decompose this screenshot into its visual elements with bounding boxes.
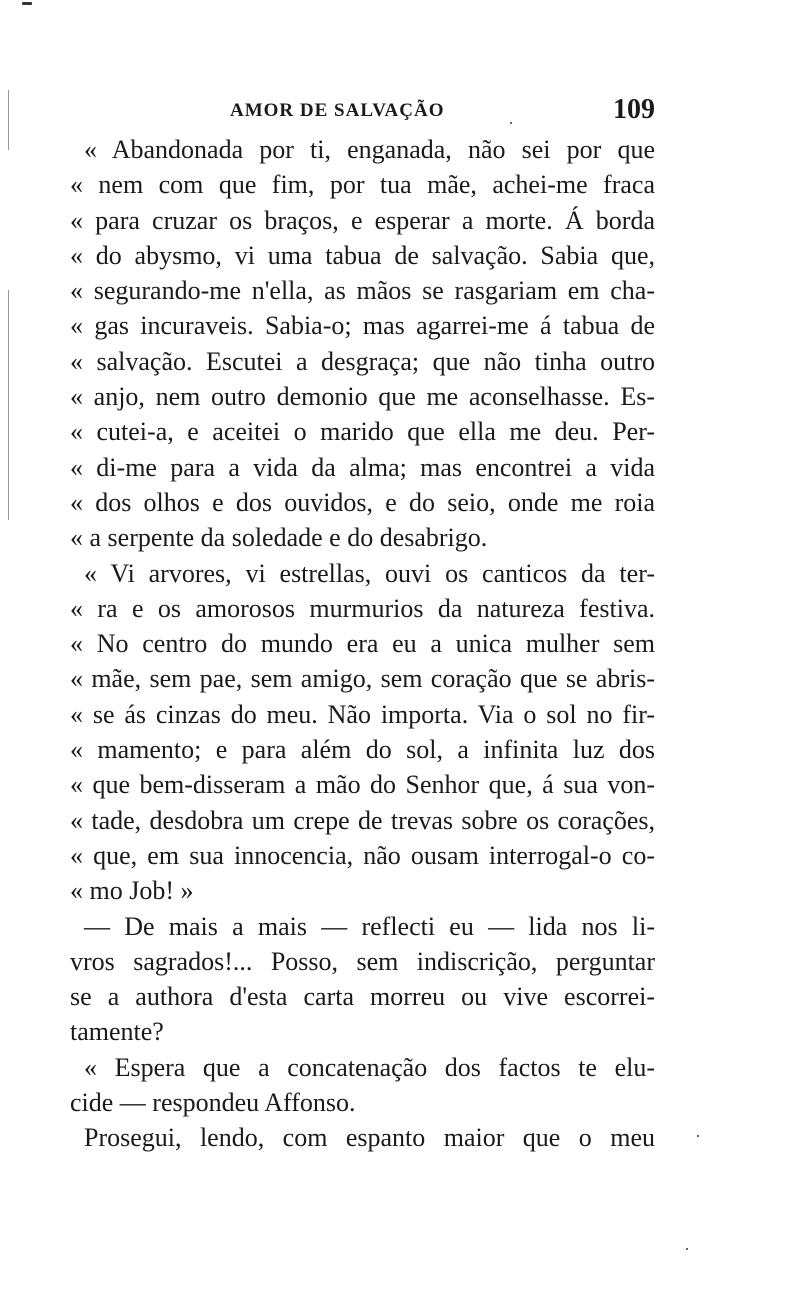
text-line: vros sagrados!... Posso, sem indiscrição, perguntar xyxy=(70,946,655,976)
ink-mark xyxy=(22,2,32,5)
margin-rule xyxy=(8,90,9,150)
text-line: « di-me para a vida da alma; mas encontrei a vida xyxy=(70,452,655,482)
text-line: « Vi arvores, vi estrellas, ouvi os canticos da ter- xyxy=(84,558,655,588)
text-line: « do abysmo, vi uma tabua de salvação. Sabia que, xyxy=(70,240,655,270)
ink-speck xyxy=(686,1248,688,1250)
text-line: « que, em sua innocencia, não ousam interrogal-o co- xyxy=(70,840,655,870)
body-text xyxy=(70,132,655,1156)
text-line: « tade, desdobra um crepe de trevas sobre os corações, xyxy=(70,805,655,835)
text-line: se a authora d'esta carta morreu ou vive escorrei- xyxy=(70,982,655,1012)
text-line: cide — respondeu Affonso. xyxy=(70,1088,356,1118)
text-line: « para cruzar os braços, e esperar a morte. Á borda xyxy=(70,205,655,235)
text-line: « que bem-disseram a mão do Senhor que, á sua von- xyxy=(70,770,655,800)
ink-speck xyxy=(697,1135,699,1137)
margin-rule xyxy=(8,290,9,520)
text-line: « dos olhos e dos ouvidos, e do seio, onde me roia xyxy=(70,487,655,517)
text-line: « Espera que a concatenação dos factos te elu- xyxy=(84,1052,655,1082)
text-line: « salvação. Escutei a desgraça; que não tinha outro xyxy=(70,346,655,376)
page-number: 109 xyxy=(613,94,655,125)
text-line: « gas incuraveis. Sabia-o; mas agarrei-me á tabua de xyxy=(70,311,655,341)
text-line: « No centro do mundo era eu a unica mulher sem xyxy=(70,629,655,659)
text-line: « cutei-a, e aceitei o marido que ella me deu. Per- xyxy=(70,417,655,447)
text-line: « nem com que fim, por tua mãe, achei-me fraca xyxy=(70,170,655,200)
running-title: AMOR DE SALVAÇÃO xyxy=(230,100,445,121)
text-line: « ra e os amorosos murmurios da natureza festiva. xyxy=(70,593,655,623)
text-line: « mãe, sem pae, sem amigo, sem coração que se abris- xyxy=(70,664,655,694)
text-line: Prosegui, lendo, com espanto maior que o meu xyxy=(84,1123,655,1153)
page-header xyxy=(230,96,655,126)
text-line: « a serpente da soledade e do desabrigo. xyxy=(70,523,488,553)
text-line: « Abandonada por ti, enganada, não sei por que xyxy=(84,135,655,164)
text-line: « segurando-me n'ella, as mãos se rasgariam em cha- xyxy=(70,276,655,306)
text-line: « mo Job! » xyxy=(70,876,194,906)
text-line: « mamento; e para além do sol, a infinita luz dos xyxy=(70,735,655,765)
text-line: « se ás cinzas do meu. Não importa. Via o sol no fir- xyxy=(70,699,655,729)
text-line: — De mais a mais — reflecti eu — lida nos li- xyxy=(84,911,655,941)
text-line: « anjo, nem outro demonio que me aconselhasse. Es- xyxy=(70,382,655,412)
text-line: tamente? xyxy=(70,1017,164,1047)
